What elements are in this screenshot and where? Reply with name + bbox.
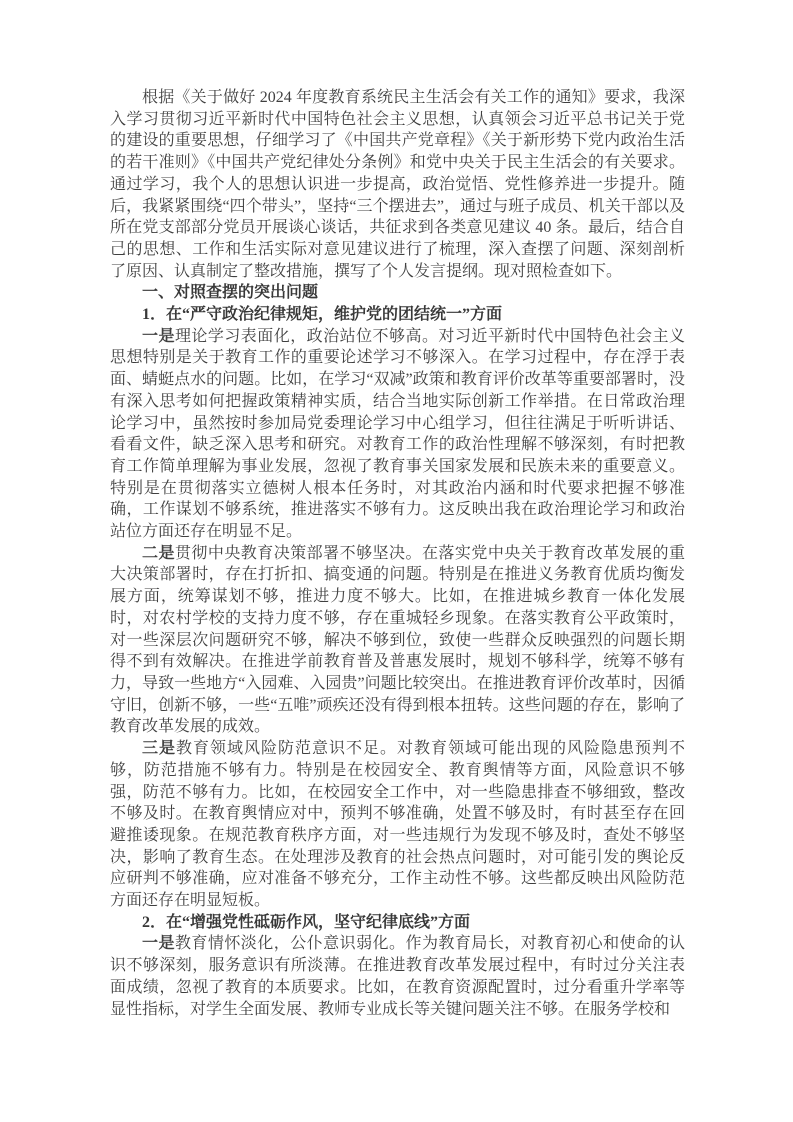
- point-text-4: 教育情怀淡化，公仆意识弱化。作为教育局长，对教育初心和使命的认识不够深刻，服务意识有所淡薄。在推进教育改革发展过程中，有时过分关注表面成绩，忽视了教育的本质要求。比如，在教育资源配置时，过分看重升学率等显性指标，对学生全面发展、教师专业成长等关键问题关注不够。在服务学校和: [110, 935, 685, 1018]
- subsection-heading-1: 1．在“严守政治纪律规矩，维护党的团结统一”方面: [142, 306, 503, 324]
- subsection-heading-2: 2．在“增强党性砥砺作风，坚守纪律底线”方面: [142, 913, 471, 931]
- point-paragraph-3: [110, 738, 685, 912]
- intro-paragraph: 根据《关于做好 2024 年度教育系统民主生活会有关工作的通知》要求，我深入学习贯彻习近平新时代中国特色社会主义思想，认真领会习近平总书记关于党的建设的重要思想，仔细学习了《中国共产党章程》《关于新形势下党内政治生活的若干准则》《中国共产党纪律处分条例》和党中央关于民主生活会的有关要求。通过学习，我个人的思想认识进一步提高，政治觉悟、党性修养进一步提升。随后，我紧紧围绕“四个带头”，坚持“三个摆进去”，通过与班子成员、机关干部以及所在党支部部分党员开展谈心谈话，共征求到各类意见建议 40 条。最后，结合自己的思想、工作和生活实际对意见建议进行了梳理，深入查摆了问题、深刻剖析了原因、认真制定了整改措施，撰写了个人发言提纲。现对照检查如下。: [110, 89, 685, 280]
- point-lead-3: 三是: [142, 740, 176, 758]
- point-lead-4: 一是: [142, 935, 175, 953]
- section-heading-main: 一、对照查摆的突出问题: [142, 284, 319, 302]
- point-text-2: 贯彻中央教育决策部署不够坚决。在落实党中央关于教育改革发展的重大决策部署时，存在打折扣、搞变通的问题。特别是在推进义务教育优质均衡发展方面，统筹谋划不够，推进力度不够大。比如，在推进城乡教育一体化发展时，对农村学校的支持力度不够，存在重城轻乡现象。在落实教育公平政策时，对一些深层次问题研究不够，解决不够到位，致使一些群众反映强烈的问题长期得不到有效解决。在推进学前教育普及普惠发展时，规划不够科学，统筹不够有力，导致一些地方“入园难、入园贵”问题比较突出。在推进教育评价改革时，因循守旧，创新不够，一些“五唯”顽疾还没有得到根本扭转。这些问题的存在，影响了教育改革发展的成效。: [110, 544, 685, 736]
- point-lead-1: 一是: [142, 327, 175, 345]
- document-body: [110, 87, 685, 1020]
- point-paragraph-4: [110, 933, 685, 1020]
- point-lead-2: 二是: [142, 544, 175, 562]
- point-text-3: 教育领域风险防范意识不足。对教育领域可能出现的风险隐患预判不够，防范措施不够有力。特别是在校园安全、教育舆情等方面，风险意识不够强，防范不够有力。比如，在校园安全工作中，对一些隐患排查不够细致，整改不够及时。在教育舆情应对中，预判不够准确，处置不够及时，有时甚至存在回避推诿现象。在规范教育秩序方面，对一些违规行为发现不够及时，查处不够坚决，影响了教育生态。在处理涉及教育的社会热点问题时，对可能引发的舆论反应研判不够准确，应对准备不够充分，工作主动性不够。这些都反映出风险防范方面还存在明显短板。: [110, 740, 685, 910]
- point-paragraph-2: [110, 543, 685, 738]
- point-text-1: 理论学习表面化，政治站位不够高。对习近平新时代中国特色社会主义思想特别是关于教育工作的重要论述学习不够深入。在学习过程中，存在浮于表面、蜻蜓点水的问题。比如，在学习“双减”政策和教育评价改革等重要部署时，没有深入思考如何把握政策精神实质，结合当地实际创新工作举措。在日常政治理论学习中，虽然按时参加局党委理论学习中心组学习，但往往满足于听听讲话、看看文件，缺乏深入思考和研究。对教育工作的政治性理解不够深刻，有时把教育工作简单理解为事业发展，忽视了教育事关国家发展和民族未来的重要意义。特别是在贯彻落实立德树人根本任务时，对其政治内涵和时代要求把握不够准确，工作谋划不够系统，推进落实不够有力。这反映出我在政治理论学习和政治站位方面还存在明显不足。: [110, 327, 685, 541]
- point-paragraph-1: [110, 326, 685, 543]
